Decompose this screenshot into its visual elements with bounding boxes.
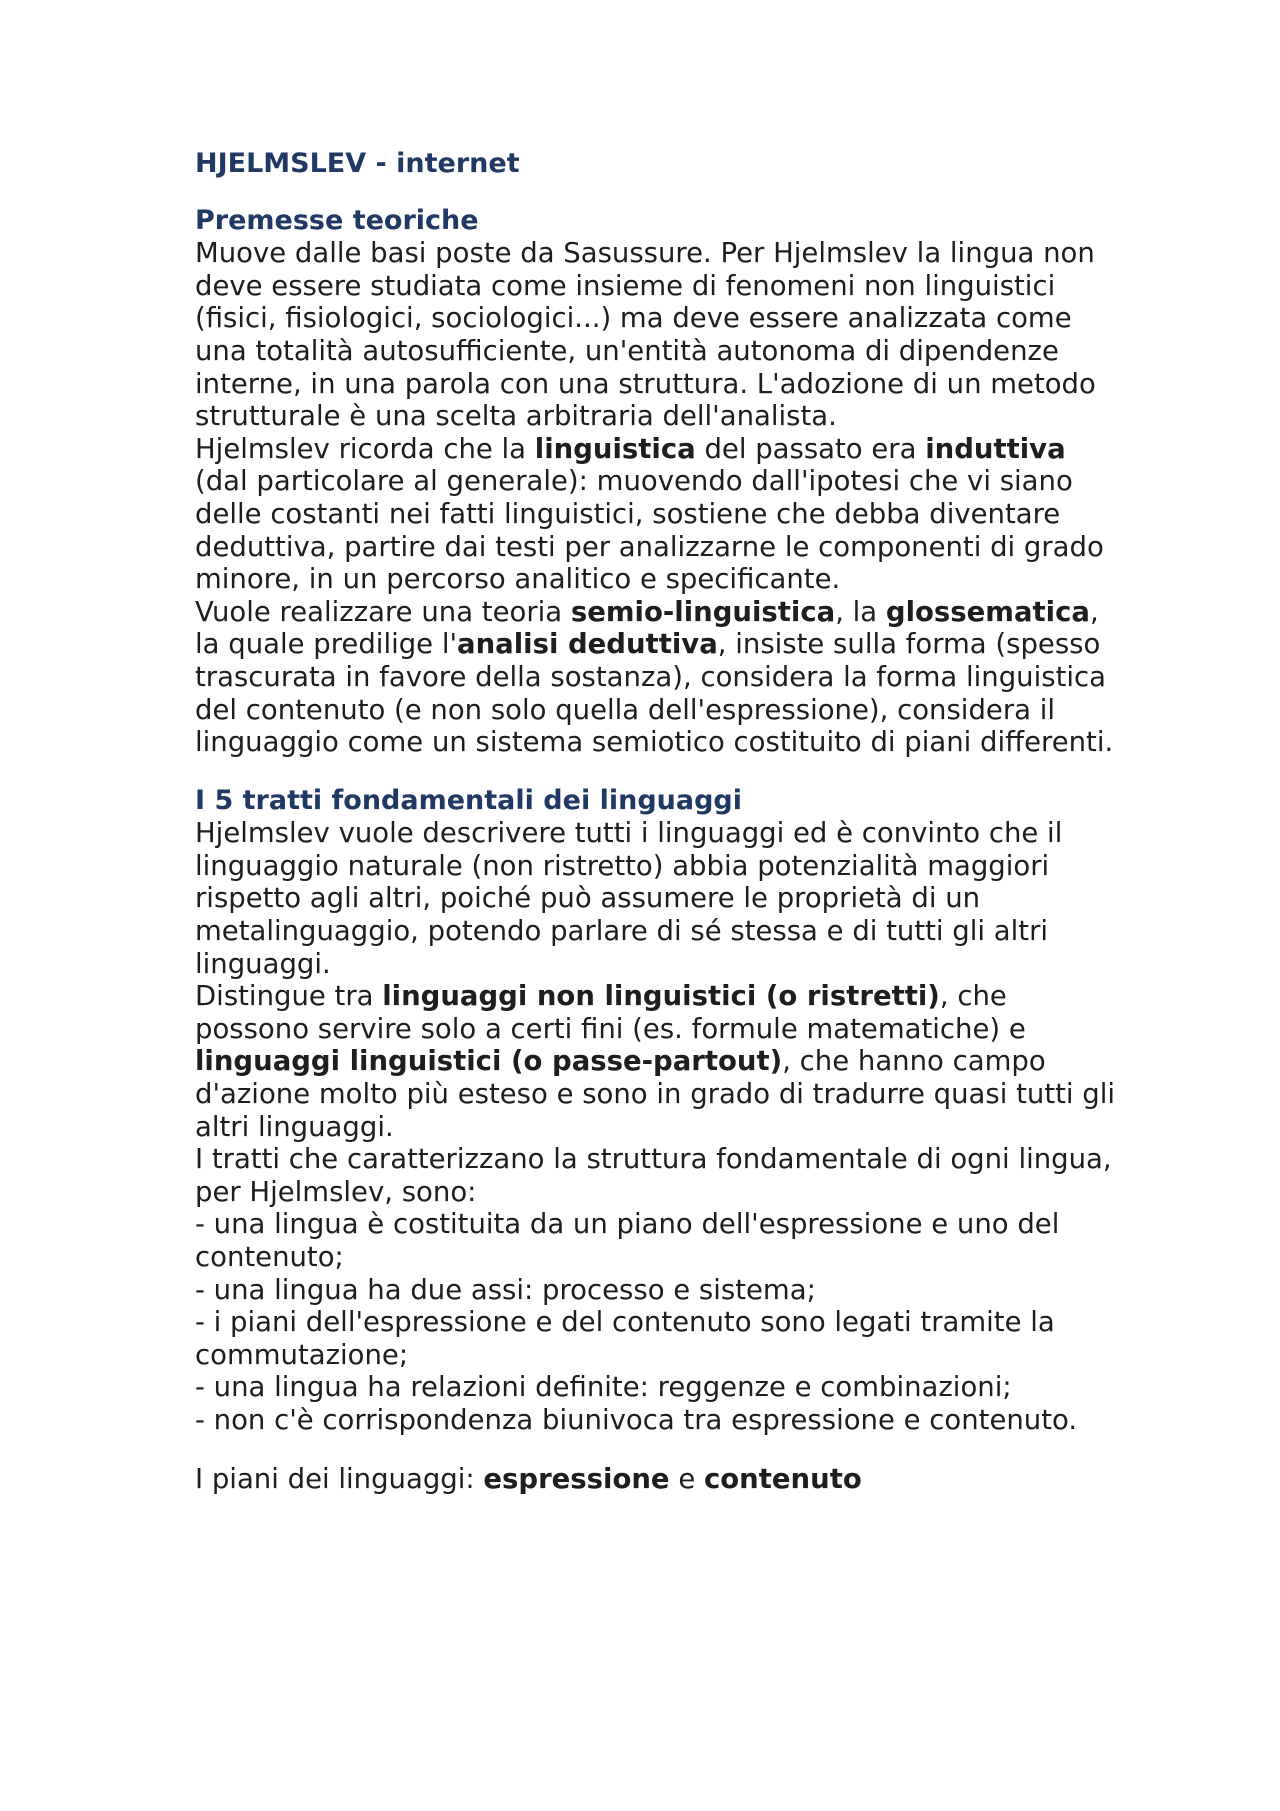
bold-term: contenuto (703, 1462, 862, 1495)
paragraph: Hjelmslev vuole descrivere tutti i linguaggi ed è convinto che il linguaggio naturale (non ristretto) abbia potenzialità maggiori rispetto agli altri, poiché può assumere le proprietà di un metalinguaggio, potendo parlare di sé stessa e di tutti gli altri linguaggi. (195, 817, 1063, 980)
document-page (195, 148, 1125, 1495)
section-heading-tratti: I 5 tratti fondamentali dei linguaggi (195, 784, 743, 816)
list-item: - una lingua ha due assi: processo e sistema; (195, 1273, 816, 1306)
list-item: - i piani dell'espressione e del contenuto sono legati tramite la commutazione; (195, 1306, 1055, 1371)
bold-term: analisi deduttiva (457, 628, 718, 661)
document-title: HJELMSLEV - internet (195, 148, 520, 179)
closing-line: I piani dei linguaggi: espressione e contenuto (195, 1462, 862, 1495)
paragraph: Distingue tra linguaggi non linguistici (o ristretti), che possono servire solo a certi fini (es. formule matematiche) e linguaggi linguistici (o passe-partout), che hanno campo d'azione molto più esteso e sono in grado di tradurre quasi tutti gli altri linguaggi. (195, 980, 1116, 1143)
bold-term: espressione (483, 1462, 670, 1495)
spacer (195, 759, 1125, 785)
paragraph: Vuole realizzare una teoria semio-linguistica, la glossematica, la quale predilige l'analisi deduttiva, insiste sulla forma (spesso trascurata in favore della sostanza), considera la forma linguistica del contenuto (e non solo quella dell'espressione), considera il linguaggio come un sistema semiotico costituito di piani differenti. (195, 595, 1114, 759)
bold-term: induttiva (925, 432, 1066, 465)
section-heading-premesse: Premesse teoriche (195, 204, 479, 236)
paragraph: I tratti che caratterizzano la struttura fondamentale di ogni lingua, per Hjelmslev, sono: (195, 1143, 1112, 1208)
list-item: - non c'è corrispondenza biunivoca tra espressione e contenuto. (195, 1403, 1078, 1436)
bold-term: semio-linguistica (570, 595, 836, 628)
bold-term: linguaggi non linguistici (o ristretti) (382, 980, 940, 1013)
bold-term: glossematica (885, 595, 1090, 628)
paragraph: Hjelmslev ricorda che la linguistica del passato era induttiva (dal particolare al generale): muovendo dall'ipotesi che vi siano delle costanti nei fatti linguistici, sostiene che debba diventare deduttiva, partire dai testi per analizzarne le componenti di grado minore, in un percorso analitico e specificante. (195, 432, 1104, 596)
paragraph: Muove dalle basi poste da Sasussure. Per Hjelmslev la lingua non deve essere studiata come insieme di fenomeni non linguistici (fisici, fisiologici, sociologici...) ma deve essere analizzata come una totalità autosufficiente, un'entità autonoma di dipendenze interne, in una parola con una struttura. L'adozione di un metodo strutturale è una scelta arbitraria dell'analista. (195, 237, 1096, 433)
bold-term: linguaggi linguistici (o passe-partout) (195, 1045, 783, 1078)
bold-term: linguistica (534, 432, 696, 465)
list-item: - una lingua ha relazioni definite: reggenze e combinazioni; (195, 1371, 1012, 1404)
list-item: - una lingua è costituita da un piano dell'espressione e uno del contenuto; (195, 1208, 1060, 1273)
spacer (195, 1437, 1125, 1463)
